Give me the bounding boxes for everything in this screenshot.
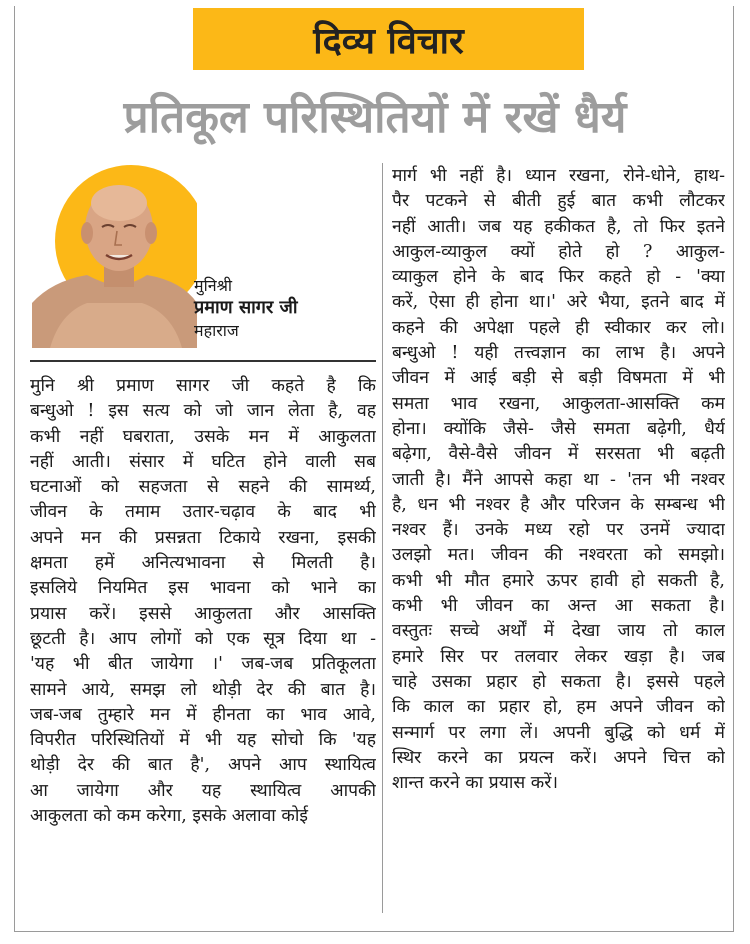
text-line: वस्तुतः सच्चे अर्थों में देखा जाय तो काल <box>392 621 725 642</box>
text-line: पैर पटकने से बीती हुई बात कभी लौटकर <box>392 191 725 212</box>
text-line: कहने की अपेक्षा पहले ही स्वीकार कर लो। <box>392 317 725 338</box>
text-line: शान्त करने का प्रयास करें। <box>392 773 559 794</box>
text-line: कभी भी मौत हमारे ऊपर हावी हो सकती है, <box>392 570 725 591</box>
text-line: उलझो मत। जीवन की नश्वरता को समझो। <box>392 545 725 566</box>
text-line: मुनि श्री प्रमाण सागर जी कहते है कि <box>30 376 376 396</box>
text-line: करें, ऐसा ही होना था।' अरे भैया, इतने बाद में <box>392 292 725 313</box>
text-line: सामने आये, समझ लो थोड़ी देर की बात है। <box>30 679 376 700</box>
text-line: समता भाव रखना, आकुलता-आसक्ति कम <box>392 393 725 414</box>
text-line: कभी नहीं घबराता, उसके मन में आकुलता <box>30 426 376 447</box>
text-line: जीवन के तमाम उतार-चढ़ाव के बाद भी <box>30 502 376 523</box>
text-line: क्षमता हमें अनित्यभावना से मिलती है। <box>30 553 376 574</box>
text-line: चाहे उसका प्रहार हो सकता है। इससे पहले <box>392 671 725 692</box>
byline-name: प्रमाण सागर जी <box>194 297 298 318</box>
byline-title: मुनिश्री <box>194 276 233 295</box>
byline-divider <box>30 360 376 362</box>
text-line: विपरीत परिस्थितियों में भी यह सोचो कि 'यह <box>30 730 376 751</box>
text-line: थोड़ी देर की बात है', अपने आप स्थायित्व <box>30 755 376 776</box>
text-line: इसलिये नियमित इस भावना को भाने का <box>30 578 376 599</box>
text-line: जीवन में आई बड़ी से बड़ी विषमता में भी <box>392 368 725 389</box>
text-line: व्याकुल होने के बाद फिर कहते हो - 'क्या <box>392 267 725 288</box>
column-divider <box>382 163 383 913</box>
text-line: होना। क्योंकि जैसे- जैसे समता बढ़ेगी, धैर्य <box>392 418 725 439</box>
text-line: बन्धुओ ! यही तत्त्वज्ञान का लाभ है। अपने <box>392 343 725 364</box>
article-headline: प्रतिकूल परिस्थितियों में रखें धैर्य <box>123 92 627 143</box>
article-column-left <box>30 374 376 829</box>
text-line: आ जायेगा और यह स्थायित्व आपकी <box>30 780 376 801</box>
section-banner <box>193 8 584 70</box>
text-line: अपने मन की प्रसन्नता टिकाये रखना, इसकी <box>30 527 376 548</box>
banner-title: दिव्य विचार <box>313 20 464 62</box>
text-line: नहीं आती। जब यह हकीकत है, तो फिर इतने <box>392 216 725 237</box>
text-line: सन्मार्ग पर लगा लें। अपनी बुद्धि को धर्म में <box>392 722 725 743</box>
text-line: बन्धुओ ! इस सत्य को जो जान लेता है, वह <box>30 401 376 422</box>
text-line: जाती है। मैंने आपसे कहा था - 'तन भी नश्वर <box>392 469 725 490</box>
article-column-right <box>392 164 725 796</box>
text-line: जब-जब तुम्हारे मन में हीनता का भाव आवे, <box>30 704 376 725</box>
byline-honorific: महाराज <box>194 321 239 340</box>
text-line: स्थिर करने का प्रयत्न करें। अपने चित्त को <box>392 747 725 768</box>
text-line: कभी भी जीवन का अन्त आ सकता है। <box>392 596 725 617</box>
text-line: आकुलता को कम करेगा, इसके अलावा कोई <box>30 806 308 827</box>
text-line: छूटती है। आप लोगों को एक सूत्र दिया था - <box>30 628 376 649</box>
text-line: घटनाओं को सहजता से सहने की सामर्थ्य, <box>30 477 376 498</box>
text-line: नहीं आती। संसार में घटित होने वाली सब <box>30 451 376 472</box>
monk-portrait-icon <box>32 163 197 348</box>
text-line: प्रयास करें। इससे आकुलता और आसक्ति <box>30 603 376 624</box>
text-line: बढ़ेगा, वैसे-वैसे जीवन में सरसता भी बढ़ती <box>392 444 725 465</box>
text-line: हमारे सिर पर तलवार लेकर खड़ा है। जब <box>392 646 725 667</box>
text-line: 'यह भी बीत जायेगा ।' जब-जब प्रतिकूलता <box>30 654 376 675</box>
text-line: नश्वर हैं। उनके मध्य रहो पर उनमें ज्यादा <box>392 520 725 541</box>
author-byline <box>194 276 298 342</box>
text-line: है, धन भी नश्वर है और परिजन के सम्बन्ध भी <box>392 494 725 515</box>
text-line: आकुल-व्याकुल क्यों होते हो ? आकुल- <box>392 241 725 262</box>
text-line: मार्ग भी नहीं है। ध्यान रखना, रोने-धोने, हाथ- <box>392 166 725 186</box>
text-line: कि काल का प्रहार हो, हम अपने जीवन को <box>392 697 725 718</box>
